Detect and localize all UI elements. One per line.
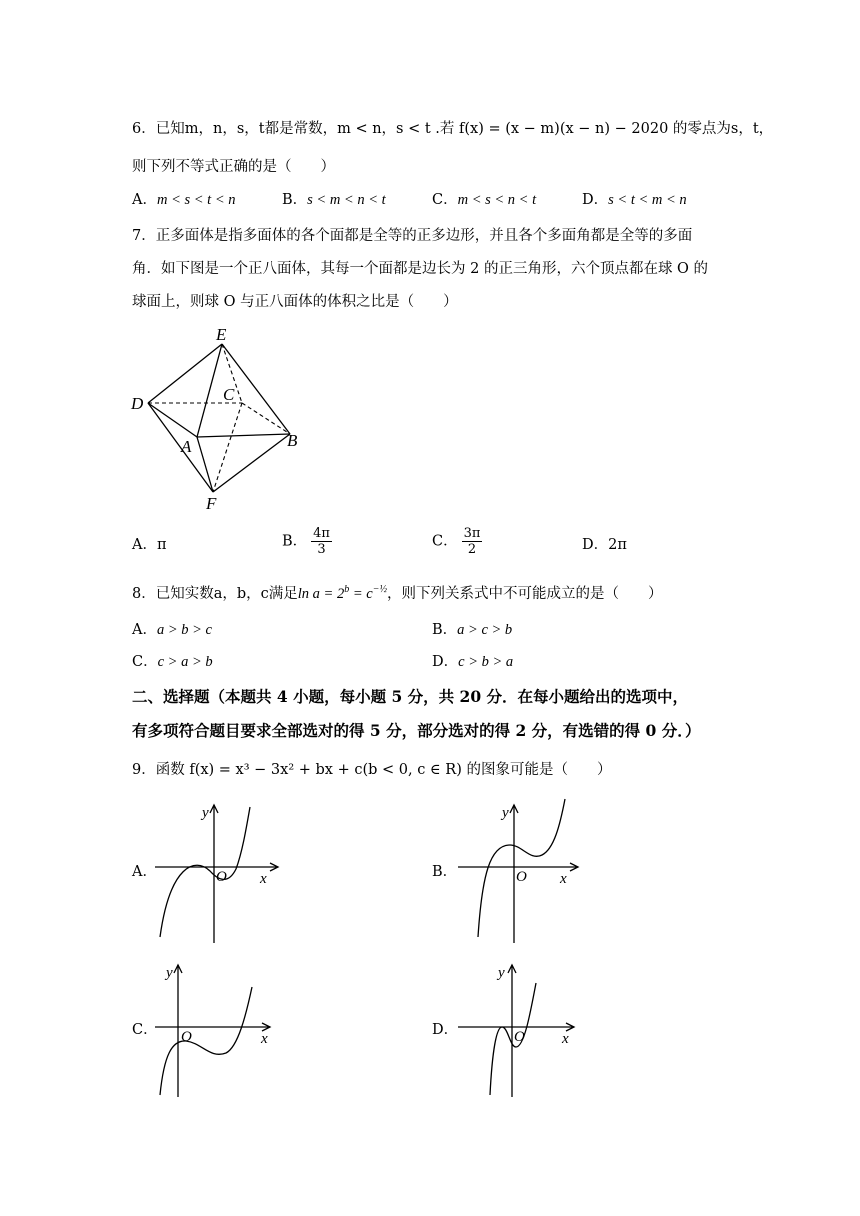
vertex-label-a: A <box>181 437 192 456</box>
svg-text:x: x <box>261 1031 268 1047</box>
q9-graph-c <box>150 955 290 1105</box>
q7-option-a: A．π <box>132 537 167 553</box>
q8-option-a: A．a > b > c <box>132 622 212 638</box>
svg-text:y: y <box>166 965 173 981</box>
section2-heading-line2: 有多项符合题目要求全部选对的得 5 分，部分选对的得 2 分，有选错的得 0 分．） <box>132 721 701 740</box>
svg-text:x: x <box>260 871 267 887</box>
q9-graph-b <box>450 795 590 945</box>
section2-heading-line1: 二、选择题（本题共 4 小题，每小题 5 分，共 20 分．在每小题给出的选项中， <box>132 687 689 706</box>
q6-option-b: B．s < m < n < t <box>282 192 386 208</box>
vertex-label-d: D <box>131 394 144 413</box>
svg-text:O: O <box>181 1029 192 1045</box>
svg-text:O: O <box>514 1029 525 1045</box>
q7-option-d: D．2π <box>582 537 627 553</box>
q7-line2: 角．如下图是一个正八面体，其每一个面都是边长为 2 的正三角形，六个顶点都在球 O 的 <box>132 261 709 277</box>
q9-stem: 9．函数 f(x) = x³ − 3x² + bx + c(b < 0, c ∈ R) 的图象可能是（ ） <box>132 762 612 778</box>
q8-stem: 8．已知实数a，b，c满足$\ln a = 2^b = c^{-\frac{1}{2}}$，则下列关系式中不可能成立的是（ ） <box>132 584 663 602</box>
q9-option-d-label: D． <box>432 1022 459 1038</box>
q7-option-c: C． $\frac{3\pi}{2}$ <box>432 526 481 557</box>
q9-graph-d <box>450 955 590 1105</box>
q6-option-c: C．m < s < n < t <box>432 192 537 208</box>
q9-option-c-label: C． <box>132 1022 158 1038</box>
svg-text:O: O <box>216 869 227 885</box>
q9-option-a-label: A． <box>132 864 157 880</box>
q6-line1: 6．已知m，n，s，t都是常数，m < n，s < t .若 f(x) = (x − m)(x − n) − 2020 的零点为s，t， <box>132 121 774 137</box>
q6-option-a: A．m < s < t < n <box>132 192 236 208</box>
q7-line3: 球面上，则球 O 与正八面体的体积之比是（ ） <box>132 294 458 310</box>
q9-option-b-label: B． <box>432 864 458 880</box>
vertex-label-f: F <box>206 494 217 513</box>
svg-text:y: y <box>498 965 505 981</box>
q6-line2: 则下列不等式正确的是（ ） <box>132 159 335 175</box>
vertex-label-e: E <box>216 325 227 344</box>
svg-text:x: x <box>560 871 567 887</box>
q8-option-b: B．a > c > b <box>432 622 513 638</box>
q6-option-d: D．s < t < m < n <box>582 192 687 208</box>
svg-text:x: x <box>562 1031 569 1047</box>
svg-text:O: O <box>516 869 527 885</box>
svg-text:y: y <box>202 805 209 821</box>
q8-option-d: D．c > b > a <box>432 654 514 670</box>
octahedron-figure <box>125 320 315 515</box>
q7-line1: 7．正多面体是指多面体的各个面都是全等的正多边形，并且各个多面角都是全等的多面 <box>132 228 693 244</box>
svg-text:y: y <box>502 805 509 821</box>
q8-option-c: C．c > a > b <box>132 654 213 670</box>
vertex-label-b: B <box>287 431 298 450</box>
q9-graph-a <box>150 795 290 945</box>
q7-option-b: B． $\frac{4\pi}{3}$ <box>282 526 330 557</box>
vertex-label-c: C <box>223 385 235 404</box>
